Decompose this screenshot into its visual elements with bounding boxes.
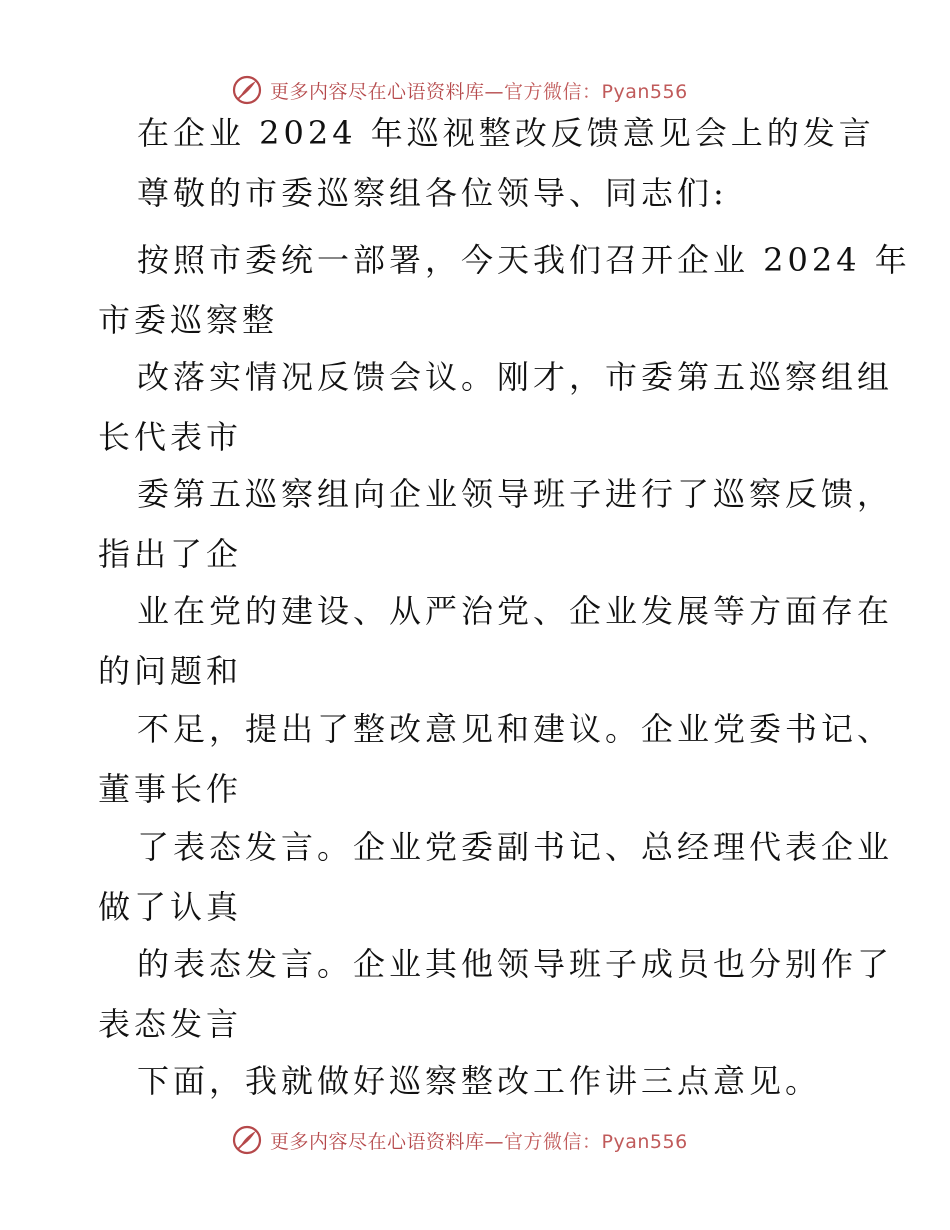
footer-watermark — [232, 1120, 688, 1160]
text-line: 不足，提出了整改意见和建议。企业党委书记、 — [137, 710, 894, 748]
watermark-prefix: 更多内容尽在心语资料库 — [270, 1130, 485, 1153]
text-line: 业在党的建设、从严治党、企业发展等方面存在 — [137, 592, 894, 630]
text-line: 表态发言 — [98, 1005, 243, 1043]
text-line: 指出了企 — [98, 535, 243, 573]
watermark-dash: — — [484, 1130, 505, 1153]
text-line: 了表态发言。企业党委副书记、总经理代表企业 — [137, 828, 894, 866]
text-line: 改落实情况反馈会议。刚才，市委第五巡察组组 — [137, 358, 894, 396]
header-watermark — [232, 70, 688, 110]
watermark-dash: — — [484, 80, 505, 103]
watermark-account: Pyan556 — [601, 80, 688, 103]
watermark-label: 官方微信： — [504, 80, 602, 103]
text-line: 市委巡察整 — [98, 301, 279, 339]
text-line: 按照市委统一部署，今天我们召开企业 2024 年 — [137, 241, 911, 279]
feather-logo-icon — [232, 75, 262, 105]
text-line: 的问题和 — [98, 652, 243, 690]
document-title: 在企业 2024 年巡视整改反馈意见会上的发言 — [137, 114, 875, 152]
watermark-account: Pyan556 — [601, 1130, 688, 1153]
text-line: 做了认真 — [98, 888, 243, 926]
text-line: 尊敬的市委巡察组各位领导、同志们: — [137, 174, 728, 212]
feather-logo-icon — [232, 1125, 262, 1155]
watermark-prefix: 更多内容尽在心语资料库 — [270, 80, 485, 103]
text-line: 董事长作 — [98, 770, 243, 808]
watermark-label: 官方微信： — [504, 1130, 602, 1153]
text-line: 委第五巡察组向企业领导班子进行了巡察反馈， — [137, 475, 894, 513]
text-line: 的表态发言。企业其他领导班子成员也分别作了 — [137, 945, 894, 983]
text-line: 下面，我就做好巡察整改工作讲三点意见。 — [137, 1062, 822, 1100]
text-line: 长代表市 — [98, 418, 243, 456]
